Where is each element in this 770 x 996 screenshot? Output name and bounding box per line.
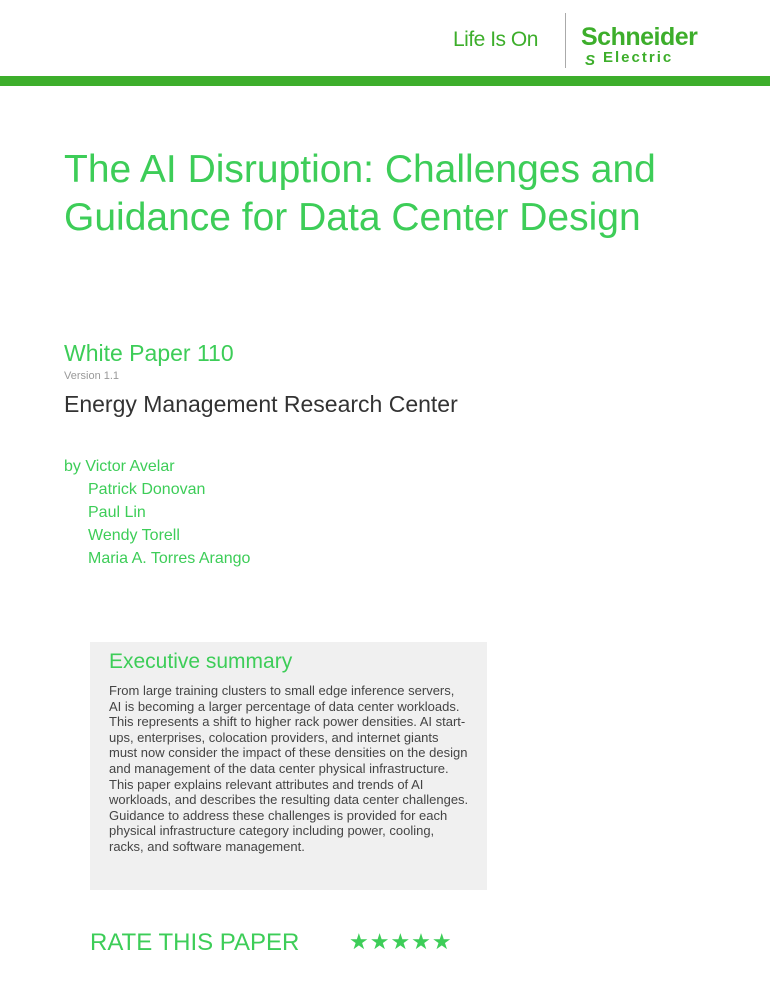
page-title: The AI Disruption: Challenges and Guidance for Data Center Design <box>64 148 656 239</box>
star-rating-icons[interactable]: ★★★★★ <box>349 929 453 954</box>
executive-summary-heading: Executive summary <box>109 650 293 673</box>
author: Wendy Torell <box>88 527 180 544</box>
schneider-electric-logo <box>581 23 698 69</box>
author: by Victor Avelar <box>64 458 175 475</box>
header-divider <box>565 13 566 68</box>
author: Maria A. Torres Arango <box>88 550 251 567</box>
executive-summary-body: From large training clusters to small edge inference servers, AI is becoming a larger percentage of data center workloads. This represents a shift to higher rack power densities. AI start-ups, enterprises, colocation providers, and internet giants must now consider the impact of these densities on the design and management of the data center physical infrastructure. This paper explains relevant attributes and trends of AI workloads, and describes the resulting data center challenges. Guidance to address these challenges is provided for each physical infrastructure category including power, cooling, racks, and software management. <box>109 683 469 854</box>
life-is-on-tagline: Life Is On <box>453 28 538 51</box>
author: Patrick Donovan <box>88 481 206 498</box>
brand-name: Schneider <box>581 23 698 51</box>
author-list <box>64 455 250 570</box>
rate-this-paper-link[interactable]: RATE THIS PAPER <box>90 929 300 956</box>
research-center: Energy Management Research Center <box>64 391 458 417</box>
paper-number: White Paper 110 <box>64 340 234 366</box>
schneider-logo-icon: S <box>585 52 596 69</box>
author: Paul Lin <box>88 504 146 521</box>
brand-sub: Electric <box>603 49 674 66</box>
version: Version 1.1 <box>64 370 120 382</box>
executive-summary-box <box>90 642 487 890</box>
header-green-bar <box>0 76 770 86</box>
